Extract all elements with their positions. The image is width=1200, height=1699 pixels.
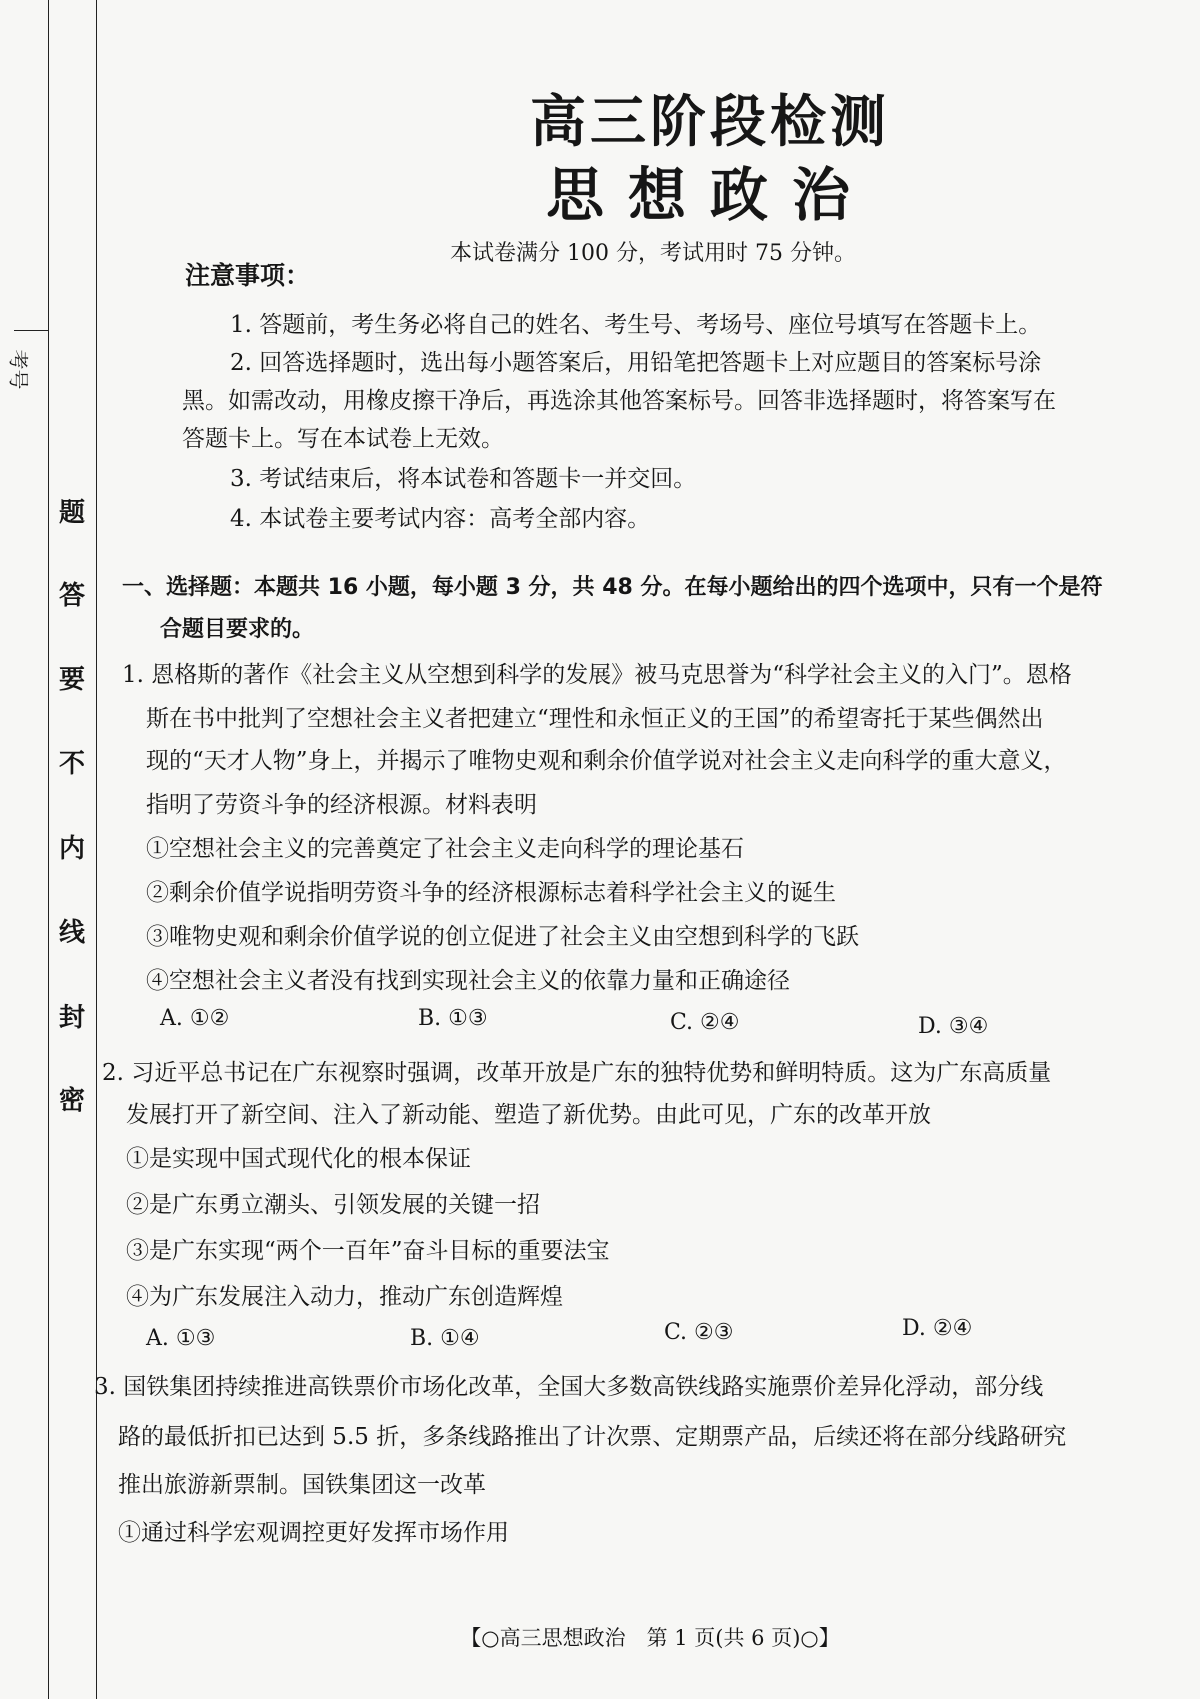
q2-item: ③是广东实现“两个一百年”奋斗目标的重要法宝 (126, 1238, 610, 1264)
seal-char: 要 (58, 665, 85, 695)
notice-line: 4. 本试卷主要考试内容：高考全部内容。 (230, 506, 651, 532)
seal-char: 题 (58, 498, 85, 528)
seal-char: 线 (58, 918, 85, 948)
seal-char: 密 (58, 1086, 85, 1116)
q3-stem-line: 路的最低折扣已达到 5.5 折，多条线路推出了计次票、定期票产品，后续还将在部分线路研究 (118, 1424, 1067, 1450)
q2-item: ②是广东勇立潮头、引领发展的关键一招 (126, 1192, 540, 1218)
q3-stem-line: 3. 国铁集团持续推进高铁票价市场化改革，全国大多数高铁线路实施票价差异化浮动，部分线 (94, 1374, 1044, 1400)
q1-item: ②剩余价值学说指明劳资斗争的经济根源标志着科学社会主义的诞生 (146, 880, 836, 906)
seal-char: 不 (58, 749, 85, 779)
subject-title: 思想政治 (545, 161, 874, 229)
seal-char: 答 (58, 581, 85, 611)
q1-option-d[interactable]: D. ③④ (918, 1014, 989, 1039)
q2-option-c[interactable]: C. ②③ (664, 1320, 734, 1345)
q2-item: ①是实现中国式现代化的根本保证 (126, 1146, 471, 1172)
q1-option-b[interactable]: B. ①③ (418, 1006, 488, 1031)
exam-meta: 本试卷满分 100 分，考试用时 75 分钟。 (450, 241, 856, 266)
q1-stem-line: 斯在书中批判了空想社会主义者把建立“理性和永恒正义的王国”的希望寄托于某些偶然出 (146, 706, 1044, 732)
q3-item: ①通过科学宏观调控更好发挥市场作用 (118, 1520, 509, 1546)
notice-line: 黑。如需改动，用橡皮擦干净后，再选涂其他答案标号。回答非选择题时，将答案写在 (182, 388, 1056, 414)
answer-blank-line (14, 330, 48, 331)
q1-item: ③唯物史观和剩余价值学说的创立促进了社会主义由空想到科学的飞跃 (146, 924, 859, 950)
seal-char: 封 (58, 1003, 85, 1033)
exam-page (94, 40, 1180, 1680)
q1-option-a[interactable]: A. ①② (160, 1006, 230, 1031)
q2-stem-line: 2. 习近平总书记在广东视察时强调，改革开放是广东的独特优势和鲜明特质。这为广东高质量 (102, 1060, 1052, 1086)
side-edge-label: 考号 (6, 349, 31, 390)
q1-option-c[interactable]: C. ②④ (670, 1010, 740, 1035)
q2-item: ④为广东发展注入动力，推动广东创造辉煌 (126, 1284, 563, 1310)
q2-option-a[interactable]: A. ①③ (146, 1326, 216, 1351)
section-heading: 一、选择题：本题共 16 小题，每小题 3 分，共 48 分。在每小题给出的四个选项中，只有一个是符 (122, 575, 1103, 600)
notice-line: 1. 答题前，考生务必将自己的姓名、考生号、考场号、座位号填写在答题卡上。 (230, 312, 1042, 338)
q1-item: ④空想社会主义者没有找到实现社会主义的依靠力量和正确途径 (146, 968, 790, 994)
q1-item: ①空想社会主义的完善奠定了社会主义走向科学的理论基石 (146, 836, 744, 862)
margin-line-left (48, 0, 49, 1699)
page-footer: 【○高三思想政治 第 1 页(共 6 页)○】 (460, 1626, 840, 1650)
notice-line: 答题卡上。写在本试卷上无效。 (182, 426, 504, 452)
q2-option-b[interactable]: B. ①④ (410, 1326, 480, 1351)
seal-char: 内 (58, 834, 85, 864)
q1-stem-line: 1. 恩格斯的著作《社会主义从空想到科学的发展》被马克思誉为“科学社会主义的入门”。恩格 (122, 662, 1072, 688)
notice-line: 3. 考试结束后，将本试卷和答题卡一并交回。 (230, 466, 697, 492)
q3-stem-line: 推出旅游新票制。国铁集团这一改革 (118, 1472, 486, 1498)
notice-line: 2. 回答选择题时，选出每小题答案后，用铅笔把答题卡上对应题目的答案标号涂 (230, 350, 1042, 376)
margin-line-right (96, 0, 97, 1699)
notice-heading: 注意事项： (185, 261, 311, 290)
section-heading-cont: 合题目要求的。 (160, 617, 315, 642)
q2-option-d[interactable]: D. ②④ (902, 1316, 973, 1341)
q2-stem-line: 发展打开了新空间、注入了新动能、塑造了新优势。由此可见，广东的改革开放 (126, 1102, 931, 1128)
page-title: 高三阶段检测 (530, 90, 890, 155)
q1-stem-line: 现的“天才人物”身上，并揭示了唯物史观和剩余价值学说对社会主义走向科学的重大意义， (146, 748, 1067, 774)
q1-stem-line: 指明了劳资斗争的经济根源。材料表明 (146, 792, 537, 818)
